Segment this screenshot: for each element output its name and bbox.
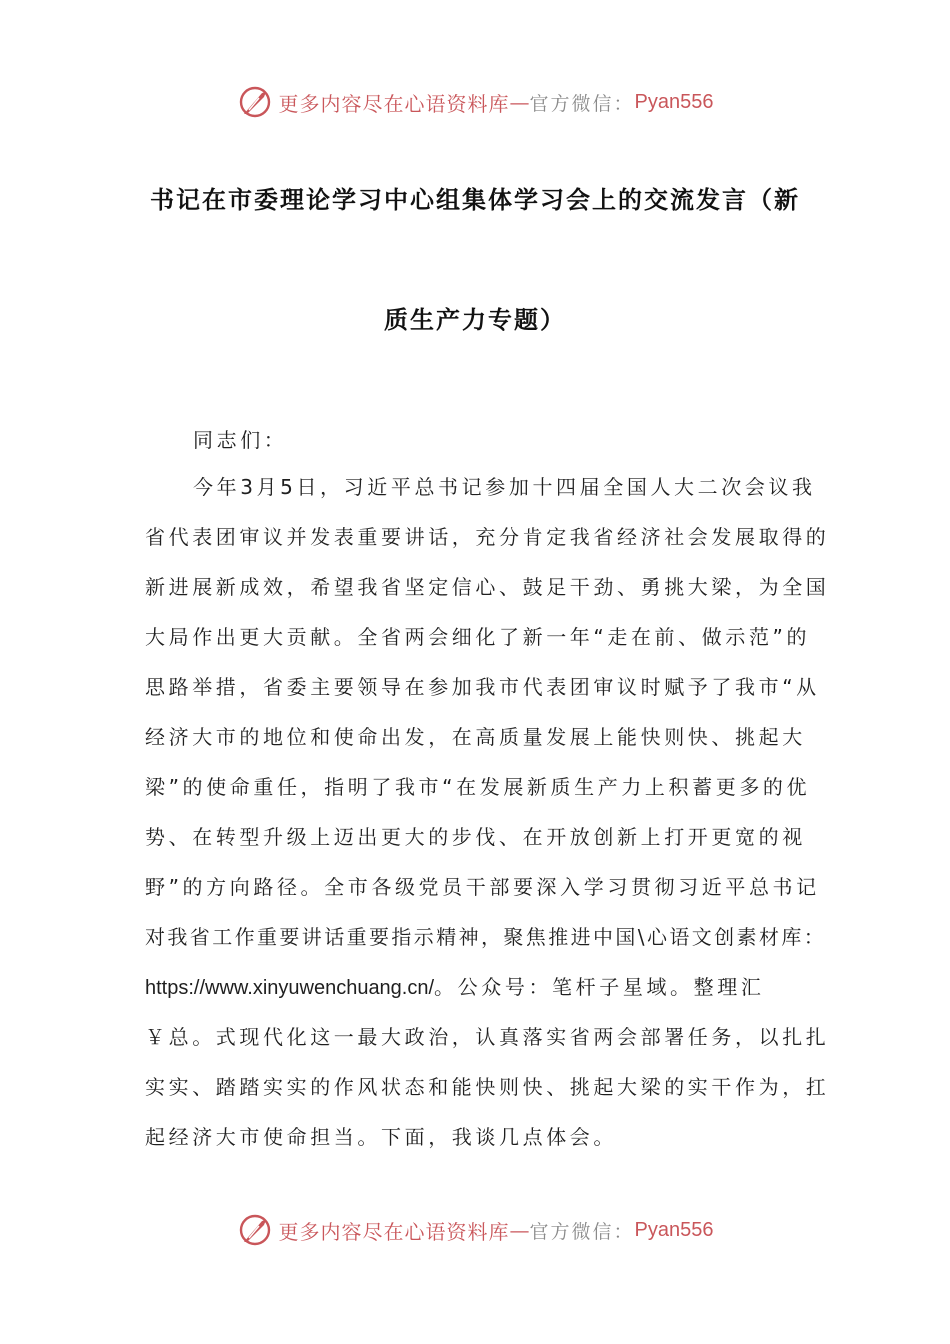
body-line-with-url xyxy=(145,971,764,1000)
document-title-line-1: 书记在市委理论学习中心组集体学习会上的交流发言（新 xyxy=(150,186,800,214)
footer-banner xyxy=(0,1210,950,1250)
document-title-line-2: 质生产力专题） xyxy=(384,306,566,334)
body-line: 势、在转型升级上迈出更大的步伐、在开放创新上打开更宽的视 xyxy=(145,825,806,849)
quill-logo-icon xyxy=(237,1212,273,1248)
body-line: 野”的方向路径。全市各级党员干部要深入学习贯彻习近平总书记 xyxy=(145,875,820,899)
body-line: 对我省工作重要讲话重要指示精神，聚焦推进中国\心语文创素材库： xyxy=(145,925,827,949)
url-line-rest: 。公众号：笔杆子星域。整理汇 xyxy=(434,975,765,999)
quill-logo-icon xyxy=(237,84,273,120)
banner-main-text: 更多内容尽在心语资料库 xyxy=(278,91,510,116)
body-line: 思路举措，省委主要领导在参加我市代表团审议时赋予了我市“从 xyxy=(145,675,820,699)
banner-dash: — xyxy=(509,1218,530,1242)
banner-wechat-label: 官方微信： xyxy=(529,1220,635,1243)
body-line: 大局作出更大贡献。全省两会细化了新一年“走在前、做示范”的 xyxy=(145,625,811,649)
body-line: 经济大市的地位和使命出发，在高质量发展上能快则快、挑起大 xyxy=(145,725,806,749)
header-banner xyxy=(0,82,950,122)
banner-main-text: 更多内容尽在心语资料库 xyxy=(278,1219,510,1244)
body-line: 省代表团审议并发表重要讲话，充分肯定我省经济社会发展取得的 xyxy=(145,525,830,549)
body-line: 起经济大市使命担当。下面，我谈几点体会。 xyxy=(145,1125,617,1149)
banner-wechat-id: Pyan556 xyxy=(634,90,714,113)
body-line: ￥总。式现代化这一最大政治，认真落实省两会部署任务，以扎扎 xyxy=(145,1025,830,1049)
body-line: 新进展新成效，希望我省坚定信心、鼓足干劲、勇挑大梁，为全国 xyxy=(145,575,830,599)
banner-wechat-label: 官方微信： xyxy=(529,92,635,115)
body-line: 梁”的使命重任，指明了我市“在发展新质生产力上积蓄更多的优 xyxy=(145,775,811,799)
salutation: 同志们： xyxy=(193,428,288,452)
body-line: 实实、踏踏实实的作风状态和能快则快、挑起大梁的实干作为，扛 xyxy=(145,1075,830,1099)
body-line: 今年3月5日，习近平总书记参加十四届全国人大二次会议我 xyxy=(193,475,816,499)
banner-wechat-id: Pyan556 xyxy=(634,1218,714,1241)
banner-dash: — xyxy=(509,90,530,114)
source-url-link[interactable]: https://www.xinyuwenchuang.cn/ xyxy=(145,977,435,999)
